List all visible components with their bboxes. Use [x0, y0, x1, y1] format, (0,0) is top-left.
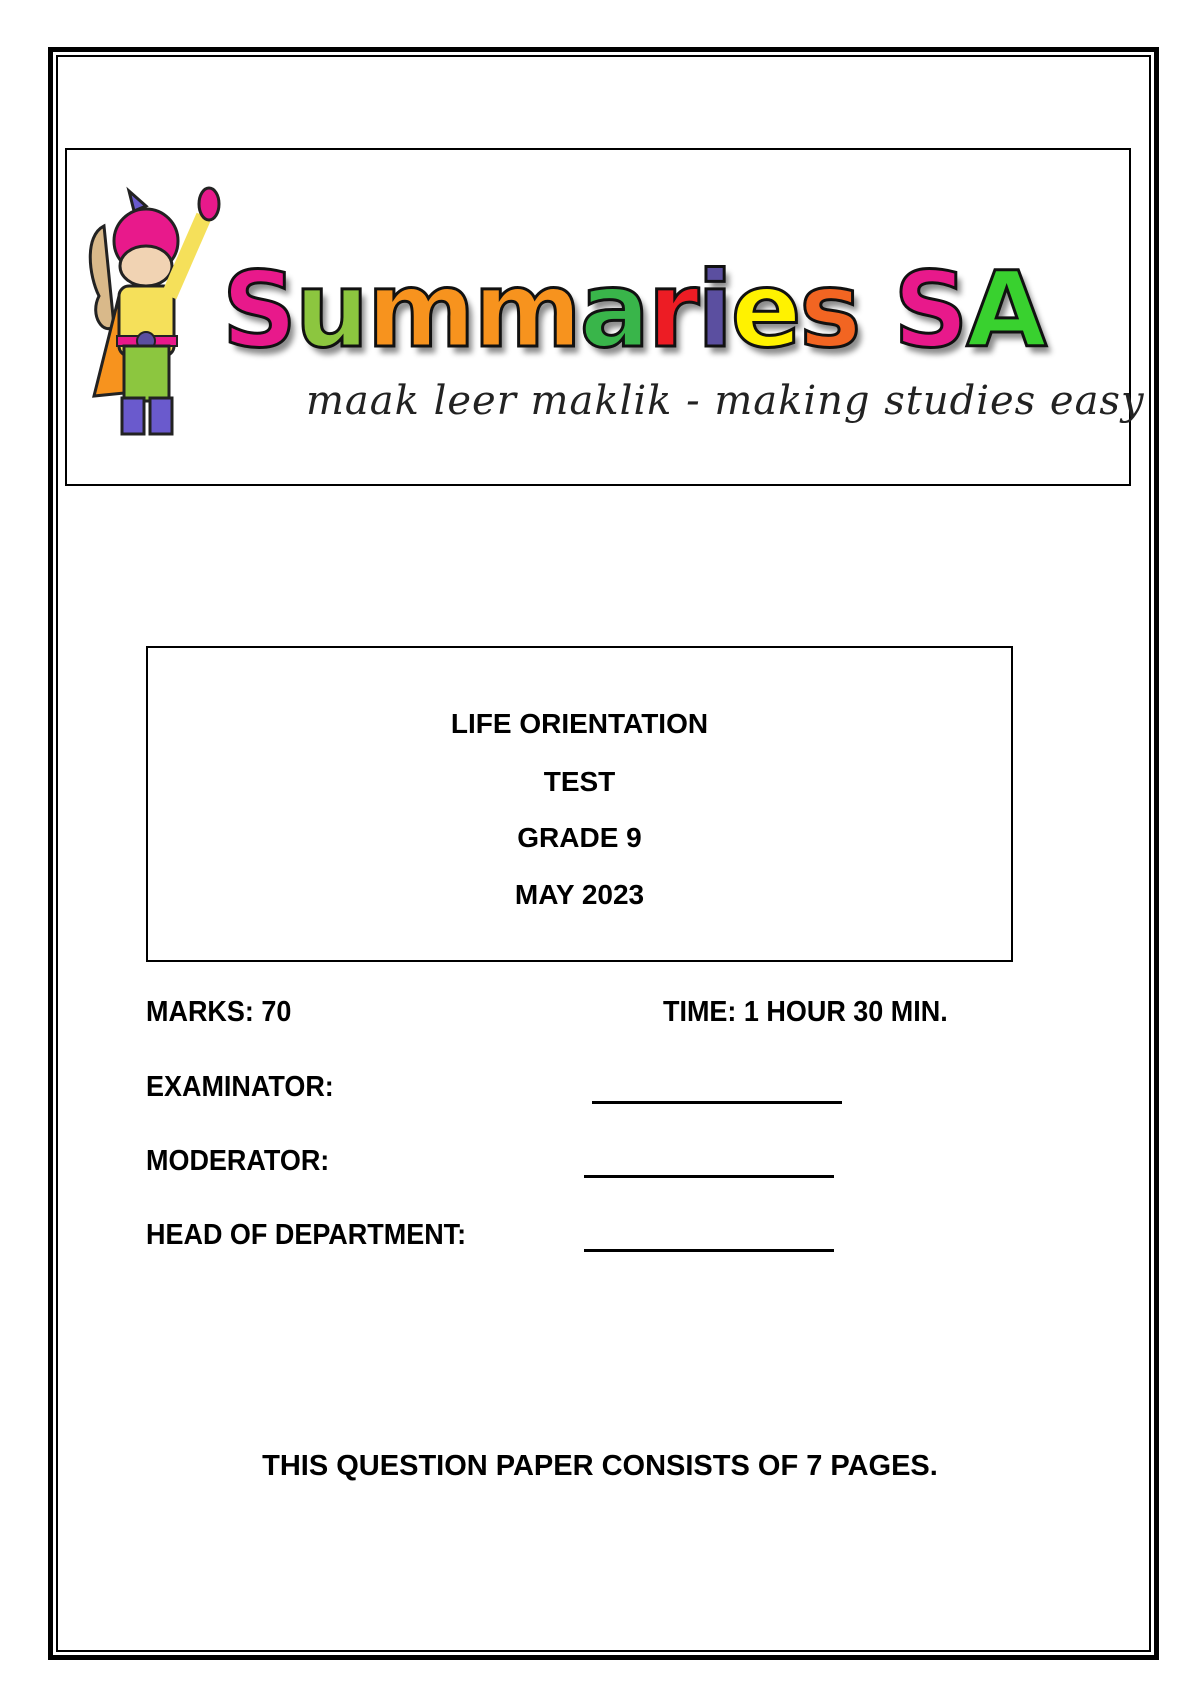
brand-letter: S — [222, 249, 295, 371]
brand-letter: A — [966, 249, 1045, 371]
hod-signature-line — [584, 1249, 834, 1252]
page-count-notice: THIS QUESTION PAPER CONSISTS OF 7 PAGES. — [262, 1450, 938, 1482]
brand-letter: m — [366, 249, 474, 371]
brand-logo-text — [222, 249, 1045, 371]
time-label: TIME: 1 HOUR 30 MIN. — [663, 996, 948, 1028]
brand-letter — [859, 249, 893, 371]
brand-letter: u — [294, 249, 367, 371]
examinator-label: EXAMINATOR: — [146, 1071, 334, 1103]
brand-tagline: maak leer maklik - making studies easy — [306, 378, 1145, 424]
moderator-label: MODERATOR: — [146, 1145, 330, 1177]
examinator-signature-line — [592, 1101, 842, 1104]
moderator-signature-line — [584, 1175, 834, 1178]
grade-label: GRADE 9 — [517, 822, 642, 853]
brand-letter: r — [647, 249, 698, 371]
mascot-illustration — [84, 186, 224, 438]
test-date: MAY 2023 — [514, 879, 645, 910]
subject-title: LIFE ORIENTATION — [450, 708, 709, 739]
brand-letter: a — [579, 249, 648, 371]
test-title-box — [146, 646, 1013, 962]
brand-letter: e — [730, 249, 800, 371]
brand-letter: S — [893, 249, 967, 371]
marks-label: MARKS: 70 — [146, 996, 292, 1028]
brand-letter: i — [697, 249, 731, 371]
test-type: TEST — [543, 766, 616, 797]
hod-label: HEAD OF DEPARTMENT: — [146, 1219, 467, 1251]
brand-letter: s — [799, 249, 860, 371]
brand-letter: m — [473, 249, 580, 371]
